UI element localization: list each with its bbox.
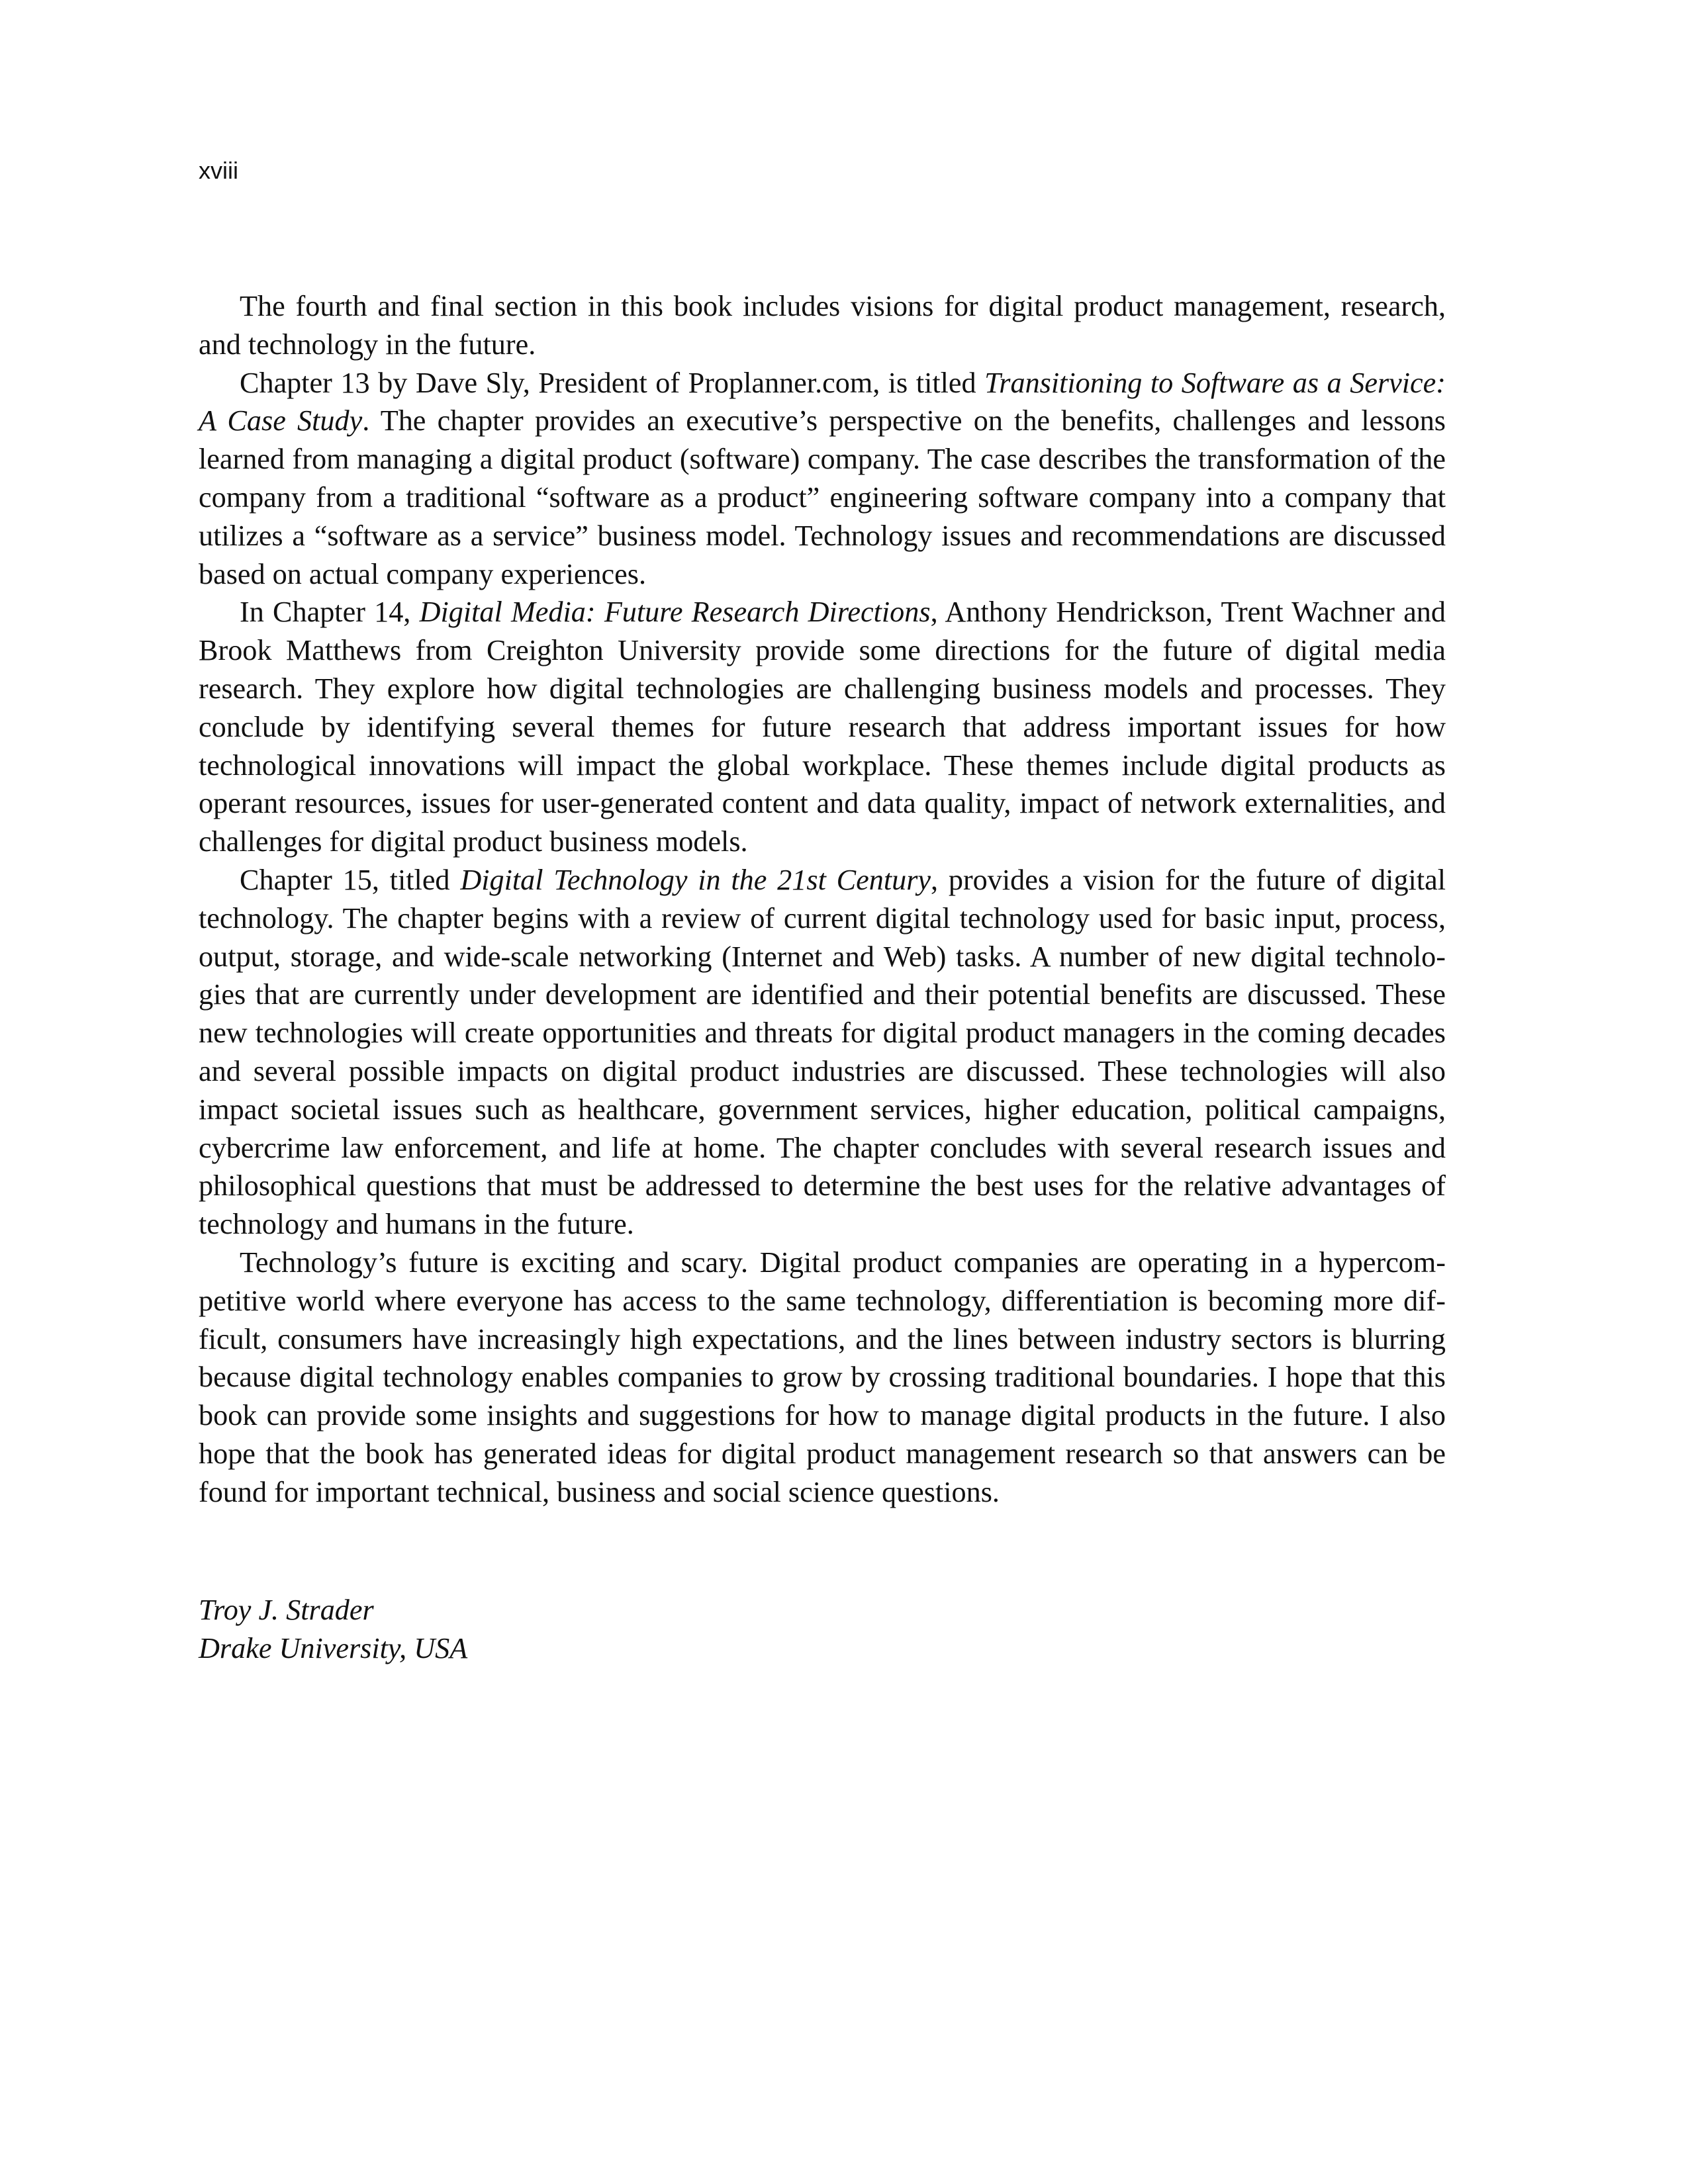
paragraph-chapter-15-body: , provides a vision for the future of digital technology. The chapter begins with a review of current digital technology used for basic input, process, output, storage, and wide-scale networking (Internet and Web) tasks. A number of new digital technologies that are currently under development are identified and their potential benefits are discussed. These new technologies will create opportunities and threats for digital product managers in the coming decades and several possible impacts on digital product industries are discussed. These technologies will also impact societal issues such as healthcare, government services, higher education, political campaigns, cybercrime law enforcement, and life at home. The chapter concludes with several research issues and philosophical questions that must be addressed to determine the best uses for the relative advantages of technology and humans in the future. xyxy=(199,863,1446,1241)
paragraph-chapter-13-lead: Chapter 13 by Dave Sly, President of Proplanner.com, is titled xyxy=(240,366,985,399)
paragraph-chapter-14-body: , Anthony Hendrickson, Trent Wachner and Brook Matthews from Creighton University provide some directions for the future of digital media research. They explore how digital technologies are challenging business models and processes. They conclude by identifying several themes for future research that address important issues for how technological innovations will impact the global workplace. These themes include digital products as operant resources, issues for user-generated content and data quality, impact of network externalities, and challenges for digital product business models. xyxy=(199,596,1446,858)
paragraph-chapter-14 xyxy=(199,593,1446,861)
paragraph-conclusion-text: Technology’s future is exciting and scary. Digital product companies are operating in a hypercompetitive world where everyone has access to the same technology, differentiation is becoming more difficult, consumers have increasingly high expectations, and the lines between industry sectors is blurring because digital technology enables companies to grow by crossing traditional boundaries. I hope that this book can provide some insights and suggestions for how to manage digital products in the future. I also hope that the book has generated ideas for digital product management research so that answers can be found for important technical, business and social science questions. xyxy=(199,1246,1446,1508)
paragraph-intro xyxy=(199,287,1446,364)
paragraph-chapter-14-lead: In Chapter 14, xyxy=(240,596,420,629)
chapter-13-title: Transitioning to Software as a Service: A Case Study xyxy=(199,366,1446,437)
paragraph-intro-text: The fourth and final section in this book includes visions for digital product management, research, and technology in the future. xyxy=(199,290,1446,361)
paragraph-chapter-13 xyxy=(199,364,1446,594)
paragraph-chapter-15 xyxy=(199,861,1446,1244)
paragraph-chapter-13-body: . The chapter provides an executive’s perspective on the benefits, challenges and lessons learned from managing a digital product (software) company. The case describes the transformation of the company from a traditional “software as a product” engineering software company into a company that utilizes a “software as a service” business model. Technology issues and recommendations are discussed based on actual company experiences. xyxy=(199,404,1446,590)
author-affiliation: Drake University, USA xyxy=(199,1631,468,1664)
author-name: Troy J. Strader xyxy=(199,1594,374,1626)
paragraph-chapter-15-lead: Chapter 15, titled xyxy=(240,863,461,896)
chapter-15-title: Digital Technology in the 21st Century xyxy=(460,863,931,896)
signature-block xyxy=(199,1591,467,1668)
page-number: xviii xyxy=(199,157,238,184)
chapter-14-title: Digital Media: Future Research Directions xyxy=(419,596,931,629)
paragraph-conclusion xyxy=(199,1244,1446,1512)
body-text xyxy=(199,287,1446,1512)
